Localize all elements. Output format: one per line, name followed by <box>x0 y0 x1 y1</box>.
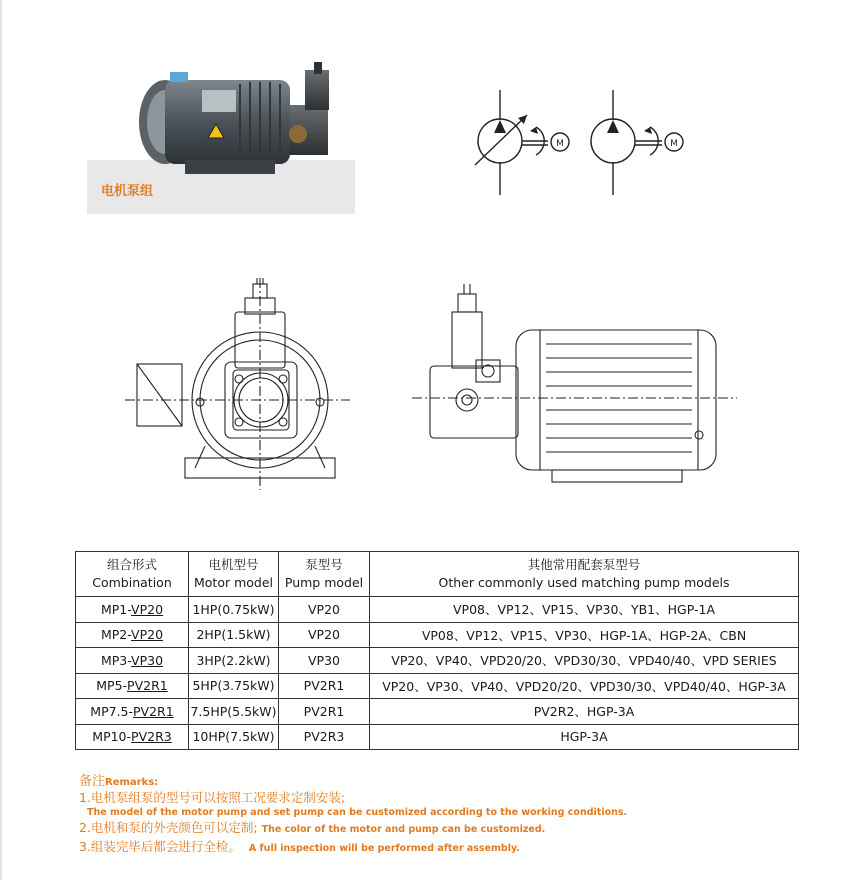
cell-combination: MP2-VP20 <box>76 622 189 648</box>
pump-spec-table <box>75 551 799 750</box>
header-combination: 组合形式 Combination <box>76 552 189 597</box>
table-row <box>76 724 799 750</box>
table-row <box>76 597 799 623</box>
cell-motor: 3HP(2.2kW) <box>189 648 279 674</box>
cell-combination: MP3-VP30 <box>76 648 189 674</box>
cell-combination: MP5-PV2R1 <box>76 673 189 699</box>
cell-motor: 1HP(0.75kW) <box>189 597 279 623</box>
table-row <box>76 622 799 648</box>
cell-other-models: VP08、VP12、VP15、VP30、HGP-1A、HGP-2A、CBN <box>370 622 799 648</box>
remark-item-1: 1.电机泵组泵的型号可以按照工况要求定制安装; <box>79 790 346 805</box>
cell-other-models: VP08、VP12、VP15、VP30、YB1、HGP-1A <box>370 597 799 623</box>
cell-pump: PV2R1 <box>279 699 370 725</box>
cell-other-models: HGP-3A <box>370 724 799 750</box>
cell-pump: PV2R1 <box>279 673 370 699</box>
cell-other-models: VP20、VP30、VP40、VPD20/20、VPD30/30、VPD40/40、HGP-3A <box>370 673 799 699</box>
cell-other-models: PV2R2、HGP-3A <box>370 699 799 725</box>
motor-symbol-label-right: M <box>670 139 678 149</box>
table-row <box>76 673 799 699</box>
front-view-drawing <box>125 278 350 493</box>
header-other-models: 其他常用配套泵型号 Other commonly used matching pump models <box>370 552 799 597</box>
remark-item-2: 2.电机和泵的外壳颜色可以定制; The color of the motor and pump can be customized. <box>79 820 546 835</box>
cell-other-models: VP20、VP40、VPD20/20、VPD30/30、VPD40/40、VPD SERIES <box>370 648 799 674</box>
motor-pump-photo <box>130 60 360 195</box>
header-motor-model: 电机型号 Motor model <box>189 552 279 597</box>
side-view-drawing <box>412 282 737 487</box>
cell-motor: 7.5HP(5.5kW) <box>189 699 279 725</box>
motor-symbol-label-left: M <box>556 139 564 149</box>
remarks-title: 备注Remarks: <box>79 774 159 789</box>
remark-item-3: 3.组装完毕后都会进行全检。 A full inspection will be performed after assembly. <box>79 839 520 854</box>
cell-pump: VP20 <box>279 597 370 623</box>
cell-motor: 10HP(7.5kW) <box>189 724 279 750</box>
cell-motor: 5HP(3.75kW) <box>189 673 279 699</box>
photo-caption: 电机泵组 <box>101 184 154 199</box>
cell-pump: PV2R3 <box>279 724 370 750</box>
cell-pump: VP20 <box>279 622 370 648</box>
page-edge <box>0 0 2 880</box>
cell-combination: MP7.5-PV2R1 <box>76 699 189 725</box>
cell-motor: 2HP(1.5kW) <box>189 622 279 648</box>
remarks-section <box>79 770 627 857</box>
table-header-row <box>76 552 799 597</box>
header-pump-model: 泵型号 Pump model <box>279 552 370 597</box>
hydraulic-symbols <box>460 85 700 200</box>
table-row <box>76 699 799 725</box>
cell-combination: MP1-VP20 <box>76 597 189 623</box>
cell-combination: MP10-PV2R3 <box>76 724 189 750</box>
remark-item-1-en: The model of the motor pump and set pump can be customized according to the working conditions. <box>87 807 628 818</box>
table-row <box>76 648 799 674</box>
cell-pump: VP30 <box>279 648 370 674</box>
